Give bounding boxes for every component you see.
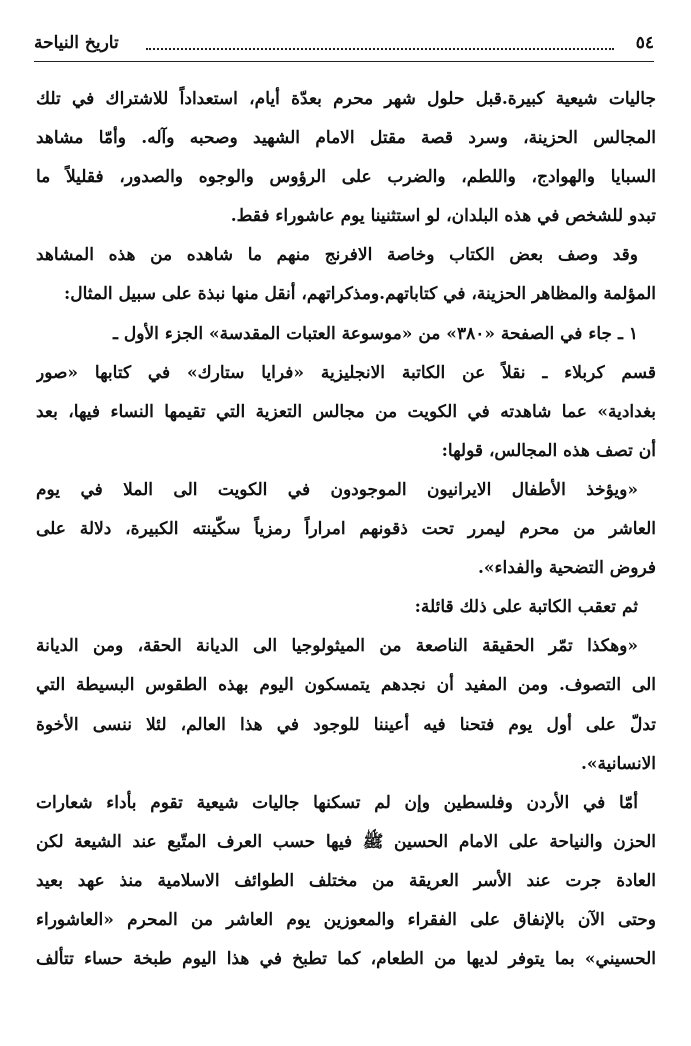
text-line: الى التصوف. ومن المفيد أن نجدهم يتمسكون اليوم بهذه الطقوس البسيطة التي	[36, 675, 656, 696]
header-dot-leader	[146, 38, 614, 50]
text-line: «ويؤخذ الأطفال الايرانيون الموجودون في الكويت الى الملا في يوم	[36, 479, 638, 500]
text-line: أن تصف هذه المجالس، قولها:	[441, 440, 656, 461]
text-line: العادة جرت عند الأسر العريقة من مختلف الطوائف الاسلامية منذ عهد بعيد	[36, 870, 656, 891]
text-line: تبدو للشخص في هذه البلدان، لو استثنينا يوم عاشوراء فقط.	[230, 206, 656, 227]
text-line: «وهكذا تمّر الحقيقة الناصعة من الميثولوجيا الى الديانة الحقة، ومن الديانة	[36, 636, 638, 657]
text-line: ثم تعقب الكاتبة على ذلك قائلة:	[414, 597, 638, 618]
text-line: وحتى الآن بالإنفاق على الفقراء والمعوزين يوم العاشر من المحرم «العاشوراء	[36, 909, 656, 930]
text-line: جاليات شيعية كبيرة.قبل حلول شهر محرم بعدّة أيام، استعداداً للاشتراك في تلك	[36, 89, 656, 109]
body-text	[36, 80, 656, 979]
text-line: المجالس الحزينة، وسرد قصة مقتل الامام الشهيد وصحبه وآله. وأمّا مشاهد	[36, 128, 656, 149]
text-line: وقد وصف بعض الكتاب وخاصة الافرنج منهم ما شاهده من هذه المشاهد	[36, 245, 638, 266]
text-line: تدلّ على أول يوم فتحنا فيه أعيننا للوجود في هذا العالم، لئلا ننسى الأخوة	[36, 714, 656, 735]
text-line: الحسيني» بما يتوفر لديها من الطعام، كما تطبخ في هذا اليوم طبخة حساء تتألف	[36, 949, 656, 970]
text-line: قسم كربلاء ـ نقلاً عن الكاتبة الانجليزية «فرايا ستارك» في كتابها «صور	[36, 362, 656, 383]
text-line: ١ ـ جاء في الصفحة «٣٨٠» من «موسوعة العتبات المقدسة» الجزء الأول ـ	[113, 323, 638, 344]
text-line: فروض التضحية والفداء».	[478, 558, 656, 579]
text-line: المؤلمة والمظاهر الحزينة، في كتاباتهم.ومذكراتهم، أنقل منها نبذة على سبيل المثال:	[63, 284, 656, 305]
text-line: العاشر من محرم ليمرر تحت ذقونهم امراراً رمزياً سكّينته الكبيرة، دلالة على	[36, 519, 656, 540]
running-title: تاريخ النياحة	[34, 33, 119, 53]
page-header	[34, 30, 654, 60]
text-line: بغدادية» عما شاهدته في الكويت من مجالس التعزية التي تقيمها النساء فيها، بعد	[36, 401, 656, 422]
text-line: السبايا والهوادج، واللطم، والضرب على الرؤوس والوجوه والصدور، فقليلاً ما	[36, 167, 656, 188]
text-line: الانسانية».	[580, 753, 656, 774]
page-number: ٥٤	[635, 33, 654, 53]
text-line: أمّا في الأردن وفلسطين وإن لم تسكنها جاليات شيعية تقوم بأداء شعارات	[36, 792, 638, 813]
text-line: الحزن والنياحة على الامام الحسين ﷺ فيها حسب العرف المتّبع عند الشيعة لكن	[36, 831, 656, 852]
header-rule	[34, 61, 654, 62]
